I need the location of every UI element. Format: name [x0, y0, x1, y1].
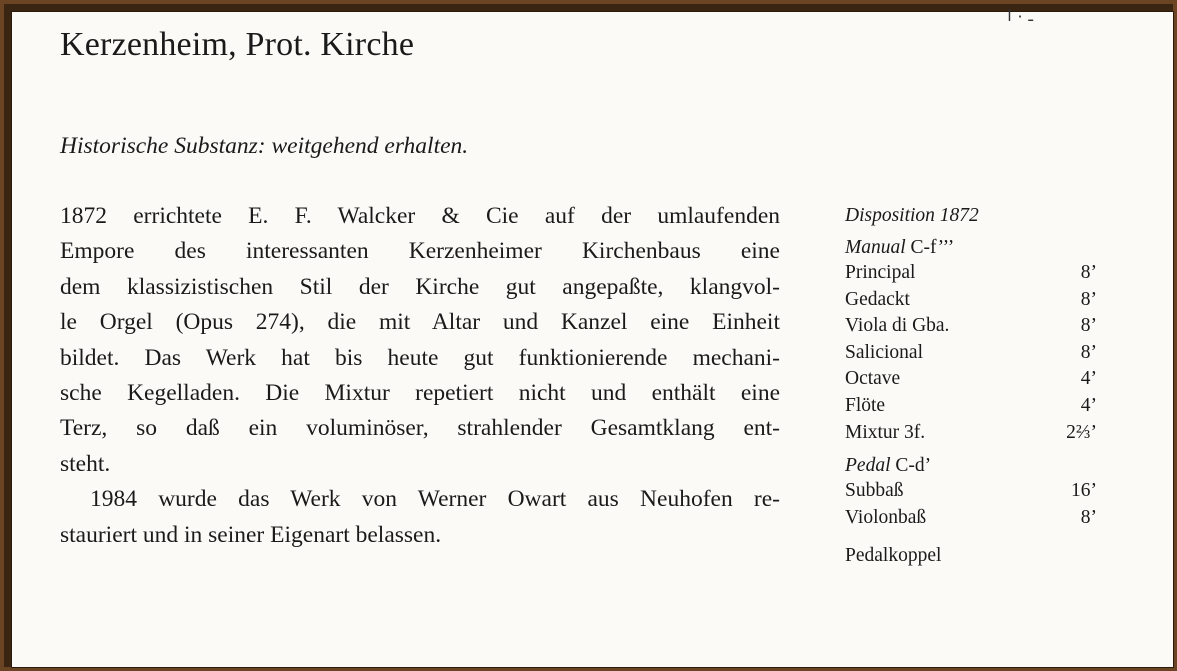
body-line: Terz, so daß ein voluminöser, strahlender Gesamtklang ent- — [60, 415, 780, 442]
body-line: steht. — [60, 450, 111, 477]
body-line: 1984 wurde das Werk von Werner Owart aus Neuhofen re- — [90, 486, 780, 513]
pedal-label: Pedal — [845, 455, 891, 477]
stop-row — [845, 313, 1097, 340]
stop-name: Subbaß — [845, 480, 904, 502]
stop-pitch: 2⅔’ — [1066, 421, 1097, 443]
body-line: bildet. Das Werk hat bis heute gut funktionierende mechani- — [60, 344, 780, 371]
stop-row — [845, 478, 1097, 505]
corner-mark: ـ ۰ ا — [1007, 8, 1033, 25]
page-subtitle: Historische Substanz: weitgehend erhalten. — [60, 133, 469, 159]
stop-name: Viola di Gba. — [845, 315, 950, 337]
stop-row — [845, 287, 1097, 314]
body-line: Empore des interessanten Kerzenheimer Kirchenbaus eine — [60, 238, 780, 265]
stop-pitch: 8’ — [1080, 262, 1097, 283]
stop-row — [845, 340, 1097, 367]
disposition-column — [845, 205, 1097, 567]
body-line: sche Kegelladen. Die Mixtur repetiert nicht und enthält eine — [60, 380, 780, 407]
manual-heading — [845, 237, 1097, 259]
stop-name: Mixtur 3f. — [845, 421, 926, 443]
stop-pitch: 8’ — [1080, 506, 1097, 528]
page-title: Kerzenheim, Prot. Kirche — [60, 26, 415, 63]
stop-row — [845, 366, 1097, 393]
stop-name: Principal — [845, 262, 916, 283]
stop-pitch: 8’ — [1080, 288, 1097, 310]
manual-label: Manual — [845, 237, 906, 258]
stop-row — [845, 420, 1097, 447]
body-line: stauriert und in seiner Eigenart belassen. — [60, 521, 442, 548]
pedal-range: C-d’ — [895, 455, 932, 477]
stop-row — [845, 505, 1097, 532]
body-text — [60, 199, 780, 553]
stop-pitch: 8’ — [1080, 341, 1097, 363]
stop-row — [845, 260, 1097, 287]
stop-pitch: 4’ — [1080, 368, 1097, 390]
stop-name: Violonbaß — [845, 506, 927, 528]
stop-name: Flöte — [845, 394, 886, 416]
stop-row — [845, 393, 1097, 420]
coupler-label: Pedalkoppel — [845, 545, 942, 567]
pedal-heading — [845, 455, 1097, 477]
stop-pitch: 16’ — [1071, 480, 1097, 502]
stop-name: Octave — [845, 368, 901, 390]
stop-name: Salicional — [845, 341, 923, 363]
disposition-heading: Disposition 1872 — [845, 205, 979, 226]
body-line: le Orgel (Opus 274), die mit Altar und Kanzel eine Einheit — [60, 309, 780, 336]
body-line: dem klassizistischen Stil der Kirche gut angepaßte, klangvol- — [60, 273, 780, 300]
stop-name: Gedackt — [845, 288, 910, 310]
manual-range: C-f’’’ — [910, 237, 955, 258]
stop-pitch: 4’ — [1080, 394, 1097, 416]
document-page — [11, 8, 1174, 668]
stop-pitch: 8’ — [1080, 315, 1097, 337]
body-line: 1872 errichtete E. F. Walcker & Cie auf der umlaufenden — [60, 203, 780, 229]
